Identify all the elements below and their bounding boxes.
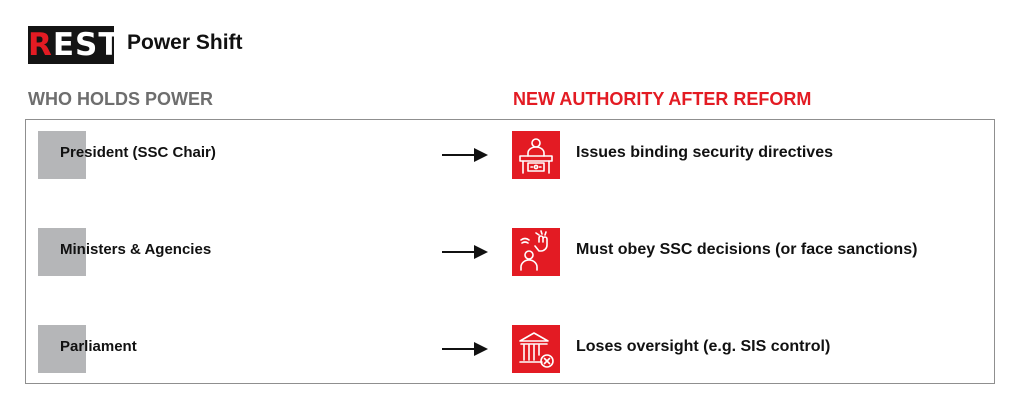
rest-logo <box>28 26 121 64</box>
power-row-president <box>0 131 1024 179</box>
actor-label: Parliament <box>60 338 137 355</box>
logo-letters-est: EST <box>52 27 121 63</box>
outcome-label: Issues binding security directives <box>576 144 833 161</box>
arrow-right-icon <box>442 339 488 359</box>
person-hand-warning-icon <box>512 228 560 276</box>
page-title: Power Shift <box>127 31 243 54</box>
logo-letter-r: R <box>28 27 53 63</box>
actor-label: Ministers & Agencies <box>60 241 212 258</box>
parliament-building-cancel-icon <box>512 325 560 373</box>
outcome-label: Loses oversight (e.g. SIS control) <box>576 338 831 355</box>
outcome-label: Must obey SSC decisions (or face sanctions) <box>576 241 918 258</box>
power-row-ministers <box>0 228 1024 276</box>
arrow-right-icon <box>442 242 488 262</box>
power-row-parliament <box>0 325 1024 373</box>
presidential-desk-icon <box>512 131 560 179</box>
actor-label: President (SSC Chair) <box>60 144 216 161</box>
arrow-right-icon <box>442 145 488 165</box>
right-column-heading: NEW AUTHORITY AFTER REFORM <box>513 89 812 109</box>
left-column-heading: WHO HOLDS POWER <box>28 89 213 109</box>
